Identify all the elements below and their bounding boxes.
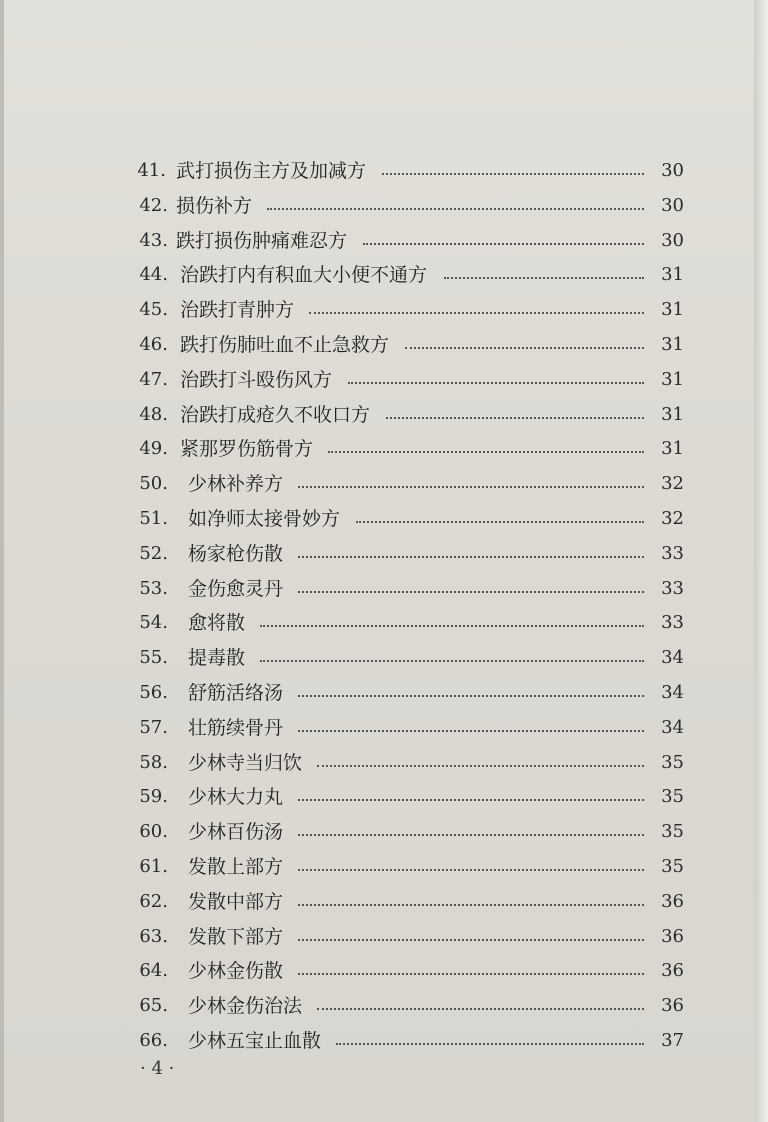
toc-entry-title: 跌打伤肺吐血不止急救方 bbox=[180, 334, 390, 356]
toc-entry-page: 35 bbox=[661, 856, 684, 877]
toc-entry-number: 50. bbox=[139, 473, 168, 495]
toc-entry-title: 治跌打斗殴伤风方 bbox=[180, 368, 333, 391]
toc-entry bbox=[4, 989, 768, 1023]
toc-entry-page: 32 bbox=[661, 473, 684, 495]
toc-entry bbox=[4, 293, 768, 327]
toc-entry-number: 42. bbox=[139, 194, 168, 216]
toc-entry-page: 33 bbox=[661, 612, 684, 634]
toc-entry-page: 33 bbox=[661, 542, 684, 564]
toc-entry-number: 65. bbox=[139, 995, 168, 1017]
toc-entry-page: 36 bbox=[661, 925, 684, 947]
toc-entry bbox=[4, 328, 768, 362]
toc-entry-number: 58. bbox=[139, 751, 168, 773]
toc-entry bbox=[4, 746, 768, 780]
toc-entry-title: 少林大力丸 bbox=[188, 786, 284, 809]
toc-entry bbox=[4, 1024, 768, 1058]
toc-entry-page: 33 bbox=[661, 577, 684, 599]
toc-entry-number: 61. bbox=[139, 856, 168, 877]
toc-entry bbox=[4, 954, 768, 988]
toc-entry bbox=[4, 676, 768, 710]
toc-leader-dots bbox=[298, 695, 644, 697]
toc-entry-title: 杨家枪伤散 bbox=[188, 542, 284, 565]
toc-entry bbox=[4, 606, 768, 640]
toc-entry-number: 55. bbox=[139, 647, 168, 669]
toc-leader-dots bbox=[405, 347, 644, 349]
toc-leader-dots bbox=[328, 451, 644, 453]
toc-entry-number: 56. bbox=[139, 682, 168, 703]
toc-entry bbox=[4, 467, 768, 501]
toc-entry-title: 舒筋活络汤 bbox=[188, 682, 284, 704]
toc-entry-page: 35 bbox=[661, 786, 684, 808]
toc-entry-page: 30 bbox=[661, 160, 684, 181]
toc-entry-title: 武打损伤主方及加减方 bbox=[176, 160, 367, 182]
toc-entry-page: 31 bbox=[661, 368, 684, 390]
toc-entry-number: 51. bbox=[139, 508, 168, 529]
toc-leader-dots bbox=[298, 904, 644, 906]
toc-entry-number: 46. bbox=[139, 334, 168, 355]
toc-entry-title: 金伤愈灵丹 bbox=[188, 577, 284, 600]
toc-entry-page: 36 bbox=[661, 890, 684, 912]
toc-entry-number: 44. bbox=[139, 264, 168, 286]
toc-entry-number: 63. bbox=[139, 925, 168, 947]
toc-leader-dots bbox=[336, 1043, 644, 1045]
toc-entry-title: 提毒散 bbox=[188, 647, 246, 670]
toc-entry bbox=[4, 920, 768, 954]
toc-entry bbox=[4, 572, 768, 606]
toc-entry-title: 少林五宝止血散 bbox=[188, 1030, 322, 1052]
toc-leader-dots bbox=[382, 173, 644, 175]
toc-entry-number: 52. bbox=[139, 542, 168, 564]
toc-entry-title: 发散下部方 bbox=[188, 925, 284, 948]
toc-leader-dots bbox=[309, 312, 644, 314]
toc-entry-number: 49. bbox=[139, 438, 168, 460]
toc-leader-dots bbox=[348, 382, 644, 384]
page-number: · 4 · bbox=[140, 1058, 175, 1079]
toc-entry-page: 37 bbox=[661, 1030, 684, 1051]
toc-entry bbox=[4, 154, 768, 188]
toc-entry-number: 47. bbox=[139, 368, 168, 390]
toc-entry-title: 少林补养方 bbox=[188, 473, 284, 496]
toc-entry-number: 43. bbox=[139, 229, 168, 251]
toc-entry-page: 34 bbox=[661, 682, 684, 703]
toc-entry-title: 少林百伤汤 bbox=[188, 821, 284, 844]
toc-leader-dots bbox=[298, 486, 644, 488]
toc-entry bbox=[4, 398, 768, 432]
toc-leader-dots bbox=[298, 799, 644, 801]
toc-entry-page: 31 bbox=[661, 264, 684, 286]
toc-entry-page: 36 bbox=[661, 995, 684, 1017]
toc-entry bbox=[4, 780, 768, 814]
toc-leader-dots bbox=[267, 208, 644, 210]
toc-leader-dots bbox=[298, 973, 644, 975]
toc-entry-number: 59. bbox=[139, 786, 168, 808]
toc-entry-page: 36 bbox=[661, 960, 684, 982]
toc-entry-number: 64. bbox=[139, 960, 168, 982]
toc-entry-title: 发散中部方 bbox=[188, 890, 284, 913]
toc-entry bbox=[4, 850, 768, 884]
toc-entry-title: 治跌打内有积血大小便不通方 bbox=[180, 264, 428, 287]
toc-entry-number: 57. bbox=[139, 716, 168, 738]
toc-leader-dots bbox=[298, 834, 644, 836]
toc-entry bbox=[4, 189, 768, 223]
toc-entry-title: 愈将散 bbox=[188, 612, 246, 635]
toc-entry bbox=[4, 641, 768, 675]
toc-leader-dots bbox=[317, 1008, 644, 1010]
toc-entry-title: 跌打损伤肿痛难忍方 bbox=[176, 229, 348, 252]
toc-entry-page: 35 bbox=[661, 821, 684, 843]
toc-leader-dots bbox=[298, 869, 644, 871]
toc-entry-page: 34 bbox=[661, 647, 684, 669]
toc-entry bbox=[4, 537, 768, 571]
toc-leader-dots bbox=[356, 521, 644, 523]
toc-entry bbox=[4, 711, 768, 745]
toc-entry-title: 少林寺当归饮 bbox=[188, 751, 303, 774]
toc-entry bbox=[4, 502, 768, 536]
toc-entry-number: 45. bbox=[139, 299, 168, 321]
toc-leader-dots bbox=[298, 730, 644, 732]
toc-leader-dots bbox=[444, 277, 644, 279]
toc-entry-number: 48. bbox=[139, 403, 168, 425]
toc-entry-page: 31 bbox=[661, 334, 684, 355]
toc-entry-title: 壮筋续骨丹 bbox=[188, 716, 284, 739]
toc-entry-number: 41. bbox=[137, 160, 166, 181]
toc-entry-title: 损伤补方 bbox=[176, 194, 253, 217]
toc-leader-dots bbox=[298, 939, 644, 941]
toc-entry-title: 发散上部方 bbox=[188, 856, 284, 878]
toc-entry-title: 治跌打成疮久不收口方 bbox=[180, 403, 371, 426]
toc-entry bbox=[4, 815, 768, 849]
toc-entry bbox=[4, 432, 768, 466]
toc-entry-page: 30 bbox=[661, 194, 684, 216]
toc-entry-number: 53. bbox=[139, 577, 168, 599]
toc-entry bbox=[4, 885, 768, 919]
toc-entry-page: 34 bbox=[661, 716, 684, 738]
toc-entry-number: 66. bbox=[139, 1030, 168, 1051]
toc-entry-title: 少林金伤治法 bbox=[188, 995, 303, 1018]
toc-leader-dots bbox=[317, 765, 644, 767]
toc-leader-dots bbox=[363, 243, 644, 245]
toc-entry-title: 如净师太接骨妙方 bbox=[188, 508, 341, 530]
toc-entry-page: 31 bbox=[661, 299, 684, 321]
toc-entry-title: 紧那罗伤筋骨方 bbox=[180, 438, 314, 461]
toc-entry bbox=[4, 224, 768, 258]
toc-entry-page: 31 bbox=[661, 438, 684, 460]
toc-entry-number: 60. bbox=[139, 821, 168, 843]
toc-entry-page: 30 bbox=[661, 229, 684, 251]
toc-entry bbox=[4, 363, 768, 397]
toc-entry-page: 35 bbox=[661, 751, 684, 773]
toc-leader-dots bbox=[260, 625, 644, 627]
toc-entry-title: 少林金伤散 bbox=[188, 960, 284, 983]
toc-leader-dots bbox=[298, 556, 644, 558]
toc-leader-dots bbox=[298, 591, 644, 593]
toc-entry-page: 32 bbox=[661, 508, 684, 529]
toc-entry bbox=[4, 258, 768, 292]
toc-leader-dots bbox=[260, 660, 644, 662]
toc-entry-title: 治跌打青肿方 bbox=[180, 299, 295, 322]
toc-entry-page: 31 bbox=[661, 403, 684, 425]
toc-entry-number: 62. bbox=[139, 890, 168, 912]
toc-leader-dots bbox=[386, 417, 644, 419]
toc-entry-number: 54. bbox=[139, 612, 168, 634]
